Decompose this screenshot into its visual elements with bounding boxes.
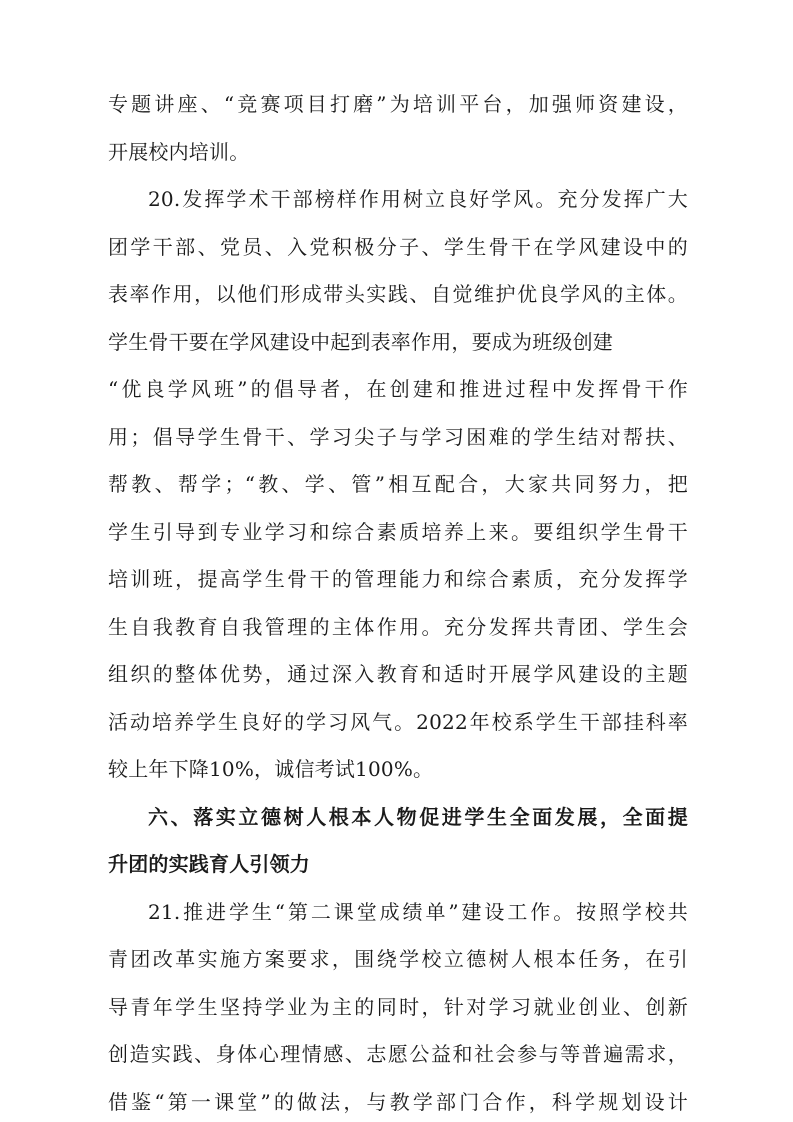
text-line: 学生骨干要在学风建设中起到表率作用，要成为班级创建 — [108, 330, 613, 354]
text-line: 团学干部、党员、入党积极分子、学生骨干在学风建设中的 — [108, 235, 688, 259]
text-line: 青团改革实施方案要求，围绕学校立德树人根本任务，在引 — [108, 947, 688, 971]
text-line: “优良学风班”的倡导者，在创建和推进过程中发挥骨干作 — [108, 377, 688, 401]
text-line: 用；倡导学生骨干、学习尖子与学习困难的学生结对帮扶、 — [108, 425, 688, 449]
text-line: 生自我教育自我管理的主体作用。充分发挥共青团、学生会 — [108, 615, 688, 639]
section-heading-line-1: 六、落实立德树人根本人物促进学生全面发展，全面提 — [148, 805, 688, 829]
text-line: 培训班，提高学生骨干的管理能力和综合素质，充分发挥学 — [108, 567, 688, 591]
text-line: 表率作用，以他们形成带头实践、自觉维护优良学风的主体。 — [108, 282, 688, 306]
text-line: 导青年学生坚持学业为主的同时，针对学习就业创业、创新 — [108, 995, 688, 1019]
text-line: 借鉴“第一课堂”的做法，与教学部门合作，科学规划设计 — [108, 1090, 688, 1114]
text-line: 专题讲座、“竞赛项目打磨”为培训平台，加强师资建设， — [108, 92, 688, 116]
text-line: 创造实践、身体心理情感、志愿公益和社会参与等普遍需求， — [108, 1042, 688, 1066]
text-line: 组织的整体优势，通过深入教育和适时开展学风建设的主题 — [108, 662, 688, 686]
text-line: 开展校内培训。 — [108, 140, 250, 164]
section-heading-line-2: 升团的实践育人引领力 — [108, 852, 310, 876]
paragraph-21-heading-line: 21.推进学生“第二课堂成绩单”建设工作。按照学校共 — [148, 900, 688, 924]
text-line: 活动培养学生良好的学习风气。2022年校系学生干部挂科率 — [108, 710, 688, 734]
text-line: 帮教、帮学；“教、学、管”相互配合，大家共同努力，把 — [108, 472, 688, 496]
paragraph-20-heading-line: 20.发挥学术干部榜样作用树立良好学风。充分发挥广大 — [148, 187, 688, 211]
text-line: 学生引导到专业学习和综合素质培养上来。要组织学生骨干 — [108, 520, 688, 544]
text-line: 较上年下降10%，诚信考试100%。 — [108, 757, 434, 781]
